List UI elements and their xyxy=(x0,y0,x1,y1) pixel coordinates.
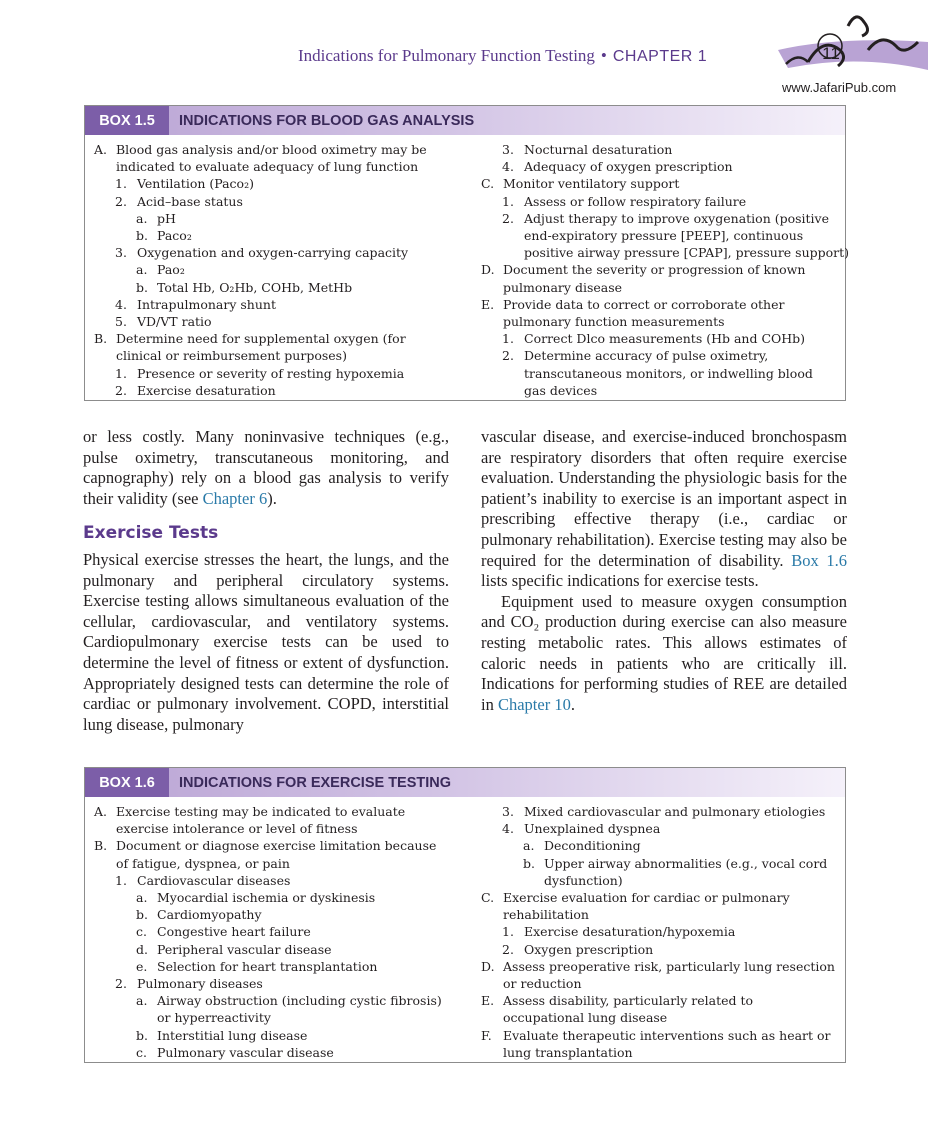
paragraph: vascular disease, and exercise-induced bronchospasm are respiratory disorders that often require exercise evaluation. Understanding the physiologic basis for the patient’s inability to exercise is an important aspect in prescribing effective therapy (i.e., cardiac or pulmonary rehabilitation). Exercise testing may also be required for the determination of disability. Box 1.6 lists specific indications for exercise tests. xyxy=(481,427,847,591)
list-marker: D. xyxy=(481,262,495,278)
chapter-10-link[interactable]: Chapter 10 xyxy=(497,694,571,714)
list-text: Pao₂ xyxy=(157,262,185,278)
list-marker: c. xyxy=(136,924,147,940)
list-text: or hyperreactivity xyxy=(157,1010,271,1026)
box-1-6-header xyxy=(85,768,845,797)
list-line xyxy=(481,210,849,227)
list-text: Document the severity or progression of known xyxy=(503,262,806,278)
list-text: Paco₂ xyxy=(157,228,192,244)
list-line xyxy=(94,347,427,364)
list-marker: 4. xyxy=(502,159,514,175)
list-text: rehabilitation xyxy=(503,907,589,923)
list-line xyxy=(94,975,442,992)
box-1-6-left-column xyxy=(94,803,442,1061)
list-marker: A. xyxy=(94,142,108,157)
chapter-label: CHAPTER 1 xyxy=(612,48,708,65)
box-1-5-title: INDICATIONS FOR BLOOD GAS ANALYSIS xyxy=(179,112,475,129)
list-line xyxy=(94,889,442,906)
list-line xyxy=(94,175,427,192)
list-text: Nocturnal desaturation xyxy=(524,142,673,157)
list-line xyxy=(94,158,427,175)
list-text: Document or diagnose exercise limitation because xyxy=(116,838,437,854)
list-text: end-expiratory pressure [PEEP], continuous xyxy=(524,228,804,244)
box-1-5-label: BOX 1.5 xyxy=(85,106,169,135)
list-marker: 4. xyxy=(502,821,514,837)
running-header xyxy=(298,46,707,66)
list-line xyxy=(481,313,849,330)
list-text: of fatigue, dyspnea, or pain xyxy=(116,855,290,871)
list-text: Correct Dlco measurements (Hb and COHb) xyxy=(524,331,806,347)
list-marker: 1. xyxy=(502,193,514,209)
box-1-6-right-column xyxy=(481,803,835,1061)
list-text: Exercise evaluation for cardiac or pulmonary xyxy=(503,890,790,906)
section-heading: Exercise Tests xyxy=(83,523,219,544)
chapter-6-link[interactable]: Chapter 6 xyxy=(202,488,268,508)
list-line xyxy=(481,296,849,313)
list-text: Exercise desaturation/hypoxemia xyxy=(524,924,736,940)
list-text: Oxygenation and oxygen-carrying capacity xyxy=(137,245,409,261)
list-text: Myocardial ischemia or dyskinesis xyxy=(157,890,376,906)
list-marker: 2. xyxy=(502,941,514,957)
list-marker: c. xyxy=(136,1044,147,1060)
header-bullet: • xyxy=(600,46,607,65)
list-text: Assess or follow respiratory failure xyxy=(524,193,747,209)
list-line xyxy=(94,1044,442,1061)
list-line xyxy=(481,889,835,906)
list-marker: 1. xyxy=(502,331,514,347)
list-line xyxy=(94,296,427,313)
list-text: Determine need for supplemental oxygen (for xyxy=(116,331,406,347)
list-marker: 2. xyxy=(115,382,127,398)
list-text: VD/VT ratio xyxy=(137,314,212,330)
list-marker: d. xyxy=(136,941,148,957)
list-text: Acid–base status xyxy=(137,193,243,209)
list-line xyxy=(94,313,427,330)
list-marker: b. xyxy=(136,1027,148,1043)
list-line xyxy=(94,261,427,278)
list-line xyxy=(481,975,835,992)
list-marker: a. xyxy=(136,210,148,226)
box-1-6-link[interactable]: Box 1.6 xyxy=(791,550,847,570)
list-line xyxy=(481,872,835,889)
list-line xyxy=(481,175,849,192)
list-line xyxy=(94,330,427,347)
list-line xyxy=(94,837,442,854)
list-text: clinical or reimbursement purposes) xyxy=(116,348,347,364)
list-line xyxy=(94,1009,442,1026)
list-marker: F. xyxy=(481,1027,492,1043)
list-marker: B. xyxy=(94,331,108,347)
list-marker: 2. xyxy=(502,348,514,364)
list-line xyxy=(94,872,442,889)
list-line xyxy=(481,1009,835,1026)
list-marker: a. xyxy=(136,890,148,906)
list-line xyxy=(481,244,849,261)
list-text: Peripheral vascular disease xyxy=(157,941,332,957)
list-text: Monitor ventilatory support xyxy=(503,176,680,192)
list-line xyxy=(94,382,427,399)
list-line xyxy=(481,279,849,296)
list-marker: a. xyxy=(523,838,535,854)
list-line xyxy=(94,941,442,958)
body-right-column xyxy=(481,427,847,715)
list-line xyxy=(94,193,427,210)
list-marker: B. xyxy=(94,838,108,854)
list-text: Total Hb, O₂Hb, COHb, MetHb xyxy=(157,279,353,295)
list-marker: 1. xyxy=(115,176,127,192)
list-line xyxy=(94,227,427,244)
list-marker: 1. xyxy=(115,365,127,381)
list-marker: b. xyxy=(136,907,148,923)
box-1-5-left-column xyxy=(94,141,427,399)
list-text: Provide data to correct or corroborate other xyxy=(503,296,785,312)
list-line xyxy=(481,347,849,364)
list-marker: C. xyxy=(481,176,495,192)
list-line xyxy=(94,1027,442,1044)
list-text: Mixed cardiovascular and pulmonary etiologies xyxy=(524,804,826,819)
list-text: exercise intolerance or level of fitness xyxy=(116,821,358,837)
running-title: Indications for Pulmonary Function Testing xyxy=(298,46,595,65)
list-text: Determine accuracy of pulse oximetry, xyxy=(524,348,769,364)
list-marker: D. xyxy=(481,958,495,974)
box-1-5 xyxy=(84,105,850,401)
list-marker: A. xyxy=(94,804,108,819)
list-marker: 3. xyxy=(502,142,514,157)
list-line xyxy=(94,279,427,296)
list-text: Oxygen prescription xyxy=(524,941,654,957)
list-marker: 1. xyxy=(115,872,127,888)
list-line xyxy=(481,141,849,158)
list-marker: a. xyxy=(136,262,148,278)
list-marker: 1. xyxy=(502,924,514,940)
paragraph: Physical exercise stresses the heart, the lungs, and the pulmonary and peripheral circulatory systems. Exercise testing allows simultaneous evaluation of the cellular, cardiovascular, and ventilatory systems. Cardiopulmonary exercise tests can be used to determine the level of fitness or extent of dysfunction. Appropriately designed tests can determine the role of cardiac or pulmonary involvement. COPD, interstitial lung disease, pulmonary xyxy=(83,549,449,734)
list-text: Congestive heart failure xyxy=(157,924,311,940)
list-text: pulmonary function measurements xyxy=(503,314,725,330)
list-text: Intrapulmonary shunt xyxy=(137,296,276,312)
list-text: Evaluate therapeutic interventions such as heart or xyxy=(503,1027,831,1043)
list-text: Cardiomyopathy xyxy=(157,907,262,923)
list-marker: E. xyxy=(481,993,495,1009)
page-number: 11 xyxy=(822,44,840,63)
list-marker: b. xyxy=(136,279,148,295)
list-line xyxy=(481,941,835,958)
list-text: Ventilation (Paco₂) xyxy=(137,176,254,192)
box-1-6-label: BOX 1.6 xyxy=(85,768,169,797)
list-text: Airway obstruction (including cystic fibrosis) xyxy=(157,993,442,1009)
list-line xyxy=(481,193,849,210)
list-text: Assess preoperative risk, particularly lung resection xyxy=(503,958,835,974)
box-1-5-header xyxy=(85,106,845,135)
list-text: Adjust therapy to improve oxygenation (positive xyxy=(524,210,830,226)
list-line xyxy=(94,141,427,158)
list-line xyxy=(94,820,442,837)
list-marker: 3. xyxy=(502,804,514,819)
list-marker: 2. xyxy=(115,193,127,209)
list-text: Pulmonary vascular disease xyxy=(157,1044,334,1060)
list-text: Interstitial lung disease xyxy=(157,1027,308,1043)
list-text: Exercise testing may be indicated to evaluate xyxy=(116,804,406,819)
list-marker: b. xyxy=(136,228,148,244)
list-line xyxy=(481,1027,835,1044)
list-text: Presence or severity of resting hypoxemia xyxy=(137,365,405,381)
list-line xyxy=(94,803,442,820)
list-line xyxy=(481,820,835,837)
list-text: Assess disability, particularly related to xyxy=(503,993,754,1009)
list-line xyxy=(94,923,442,940)
list-text: Pulmonary diseases xyxy=(137,976,263,992)
list-text: dysfunction) xyxy=(544,872,623,888)
list-text: Deconditioning xyxy=(544,838,641,854)
list-text: lung transplantation xyxy=(503,1044,633,1060)
list-text: indicated to evaluate adequacy of lung function xyxy=(116,159,419,175)
list-line xyxy=(481,227,849,244)
list-marker: e. xyxy=(136,958,148,974)
list-line xyxy=(481,992,835,1009)
list-text: pulmonary disease xyxy=(503,279,623,295)
list-line xyxy=(481,803,835,820)
list-text: Unexplained dyspnea xyxy=(524,821,661,837)
list-line xyxy=(94,855,442,872)
list-marker: 4. xyxy=(115,296,127,312)
list-text: Exercise desaturation xyxy=(137,382,276,398)
publisher-site: www.JafariPub.com xyxy=(782,80,897,95)
list-marker: 5. xyxy=(115,314,127,330)
list-text: Upper airway abnormalities (e.g., vocal cord xyxy=(544,855,828,871)
list-text: pH xyxy=(157,210,176,226)
paragraph: Equipment used to measure oxygen consumption and CO₂ production during exercise can also measure resting metabolic rates. This allows estimates of caloric needs in patients who are critically ill. Indications for performing studies of REE are detailed in Chapter 10. xyxy=(481,591,847,714)
body-left-column xyxy=(83,427,449,735)
list-text: or reduction xyxy=(503,976,582,992)
list-marker: C. xyxy=(481,890,495,906)
paragraph: or less costly. Many noninvasive techniques (e.g., pulse oximetry, transcutaneous monitoring, and capnography) rely on a blood gas analysis to verify their validity (see Chapter 6). xyxy=(83,427,449,508)
list-line xyxy=(481,330,849,347)
list-line xyxy=(94,365,427,382)
list-text: positive airway pressure [CPAP], pressure support) xyxy=(524,245,850,261)
list-text: occupational lung disease xyxy=(503,1010,668,1026)
list-line xyxy=(481,958,835,975)
list-line xyxy=(481,906,835,923)
list-marker: 2. xyxy=(502,210,514,226)
list-text: transcutaneous monitors, or indwelling blood xyxy=(524,365,813,381)
list-marker: 3. xyxy=(115,245,127,261)
list-line xyxy=(94,992,442,1009)
list-line xyxy=(94,244,427,261)
list-marker: b. xyxy=(523,855,535,871)
list-text: Selection for heart transplantation xyxy=(157,958,378,974)
list-line xyxy=(481,261,849,278)
list-text: Cardiovascular diseases xyxy=(137,872,291,888)
list-line xyxy=(481,923,835,940)
list-text: gas devices xyxy=(524,382,598,398)
list-line xyxy=(481,837,835,854)
list-marker: E. xyxy=(481,296,495,312)
list-text: Adequacy of oxygen prescription xyxy=(524,159,733,175)
list-line xyxy=(481,1044,835,1061)
list-line xyxy=(481,855,835,872)
box-1-6 xyxy=(84,767,846,1063)
list-line xyxy=(481,365,849,382)
list-line xyxy=(94,210,427,227)
list-marker: a. xyxy=(136,993,148,1009)
list-marker: 2. xyxy=(115,976,127,992)
list-line xyxy=(94,958,442,975)
box-1-6-title: INDICATIONS FOR EXERCISE TESTING xyxy=(179,774,452,791)
list-line xyxy=(481,382,849,399)
list-line xyxy=(94,906,442,923)
list-line xyxy=(481,158,849,175)
list-text: Blood gas analysis and/or blood oximetry may be xyxy=(116,142,427,157)
box-1-5-right-column xyxy=(481,141,849,399)
